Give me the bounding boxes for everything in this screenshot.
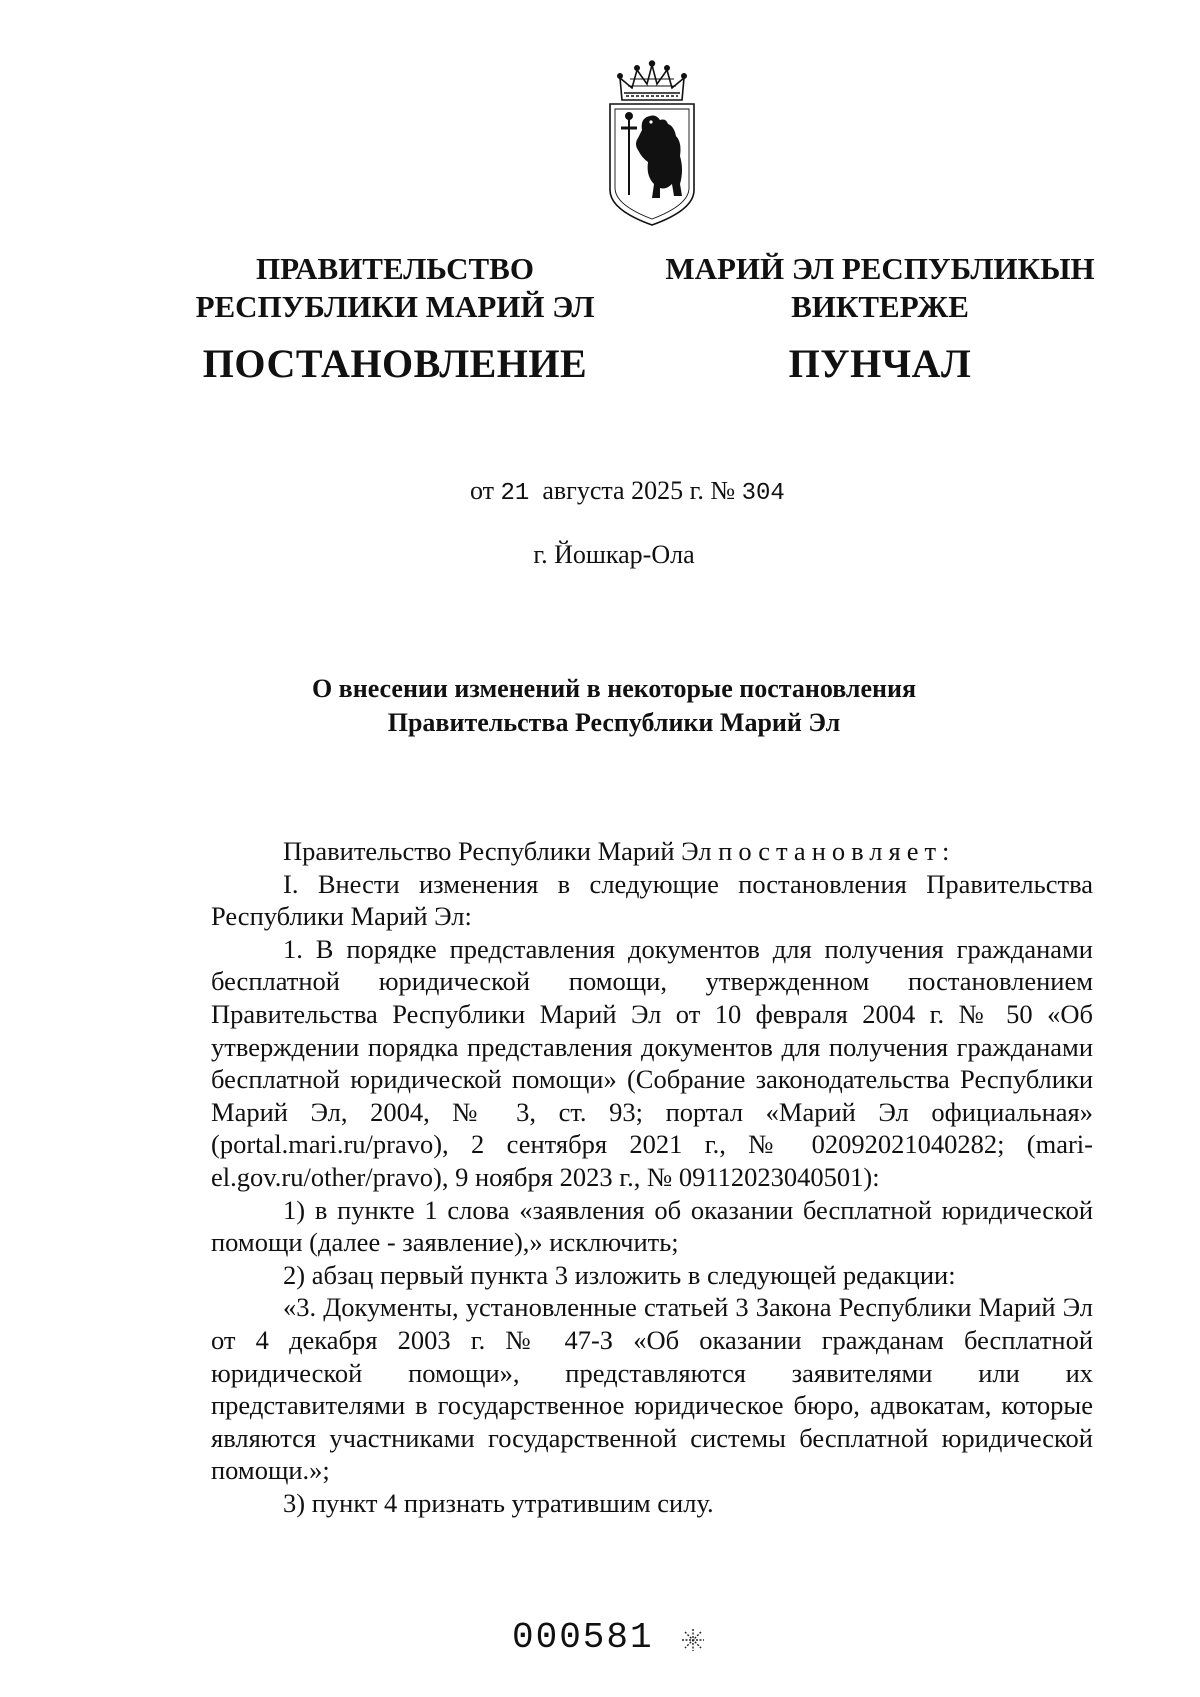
org-name-ru-line2: РЕСПУБЛИКИ МАРИЙ ЭЛ <box>195 289 595 324</box>
intro-paragraph <box>211 835 1093 868</box>
body-paragraph: 2) абзац первый пункта 3 изложить в следующей редакции: <box>283 1259 956 1290</box>
org-name-mari-line1: МАРИЙ ЭЛ РЕСПУБЛИКЫН <box>665 251 1095 286</box>
body-paragraph: I. Внести изменения в следующие постановления Правительства Республики Марий Эл: <box>211 868 1093 932</box>
body-paragraph: 3) пункт 4 признать утратившим силу. <box>283 1487 714 1518</box>
intro-spaced-verb: постановляет: <box>718 836 956 866</box>
date-prefix: от <box>470 476 495 505</box>
coat-of-arms-bear-sword-icon <box>602 60 702 228</box>
doc-type-mari: ПУНЧАЛ <box>788 341 972 386</box>
document-body <box>211 835 1093 1519</box>
doc-type-ru: ПОСТАНОВЛЕНИЕ <box>202 341 588 386</box>
city: г. Йошкар-Ола <box>533 540 695 569</box>
header-left <box>180 250 610 386</box>
date-month-year: августа 2025 г. № <box>542 476 736 505</box>
title-line2: Правительства Республики Марий Эл <box>387 708 841 737</box>
intro-text: Правительство Республики Марий Эл <box>283 836 719 866</box>
star-mark-icon <box>680 1627 706 1653</box>
date-number-line <box>470 476 785 507</box>
org-name-mari-line2: ВИКТЕРЖЕ <box>791 289 969 324</box>
body-paragraph: «3. Документы, установленные статьей 3 Закона Республики Марий Эл от 4 декабря 2003 г. № 47-З «Об оказании гражданам бесплатной юридической помощи», представляются заявителями или их представителями в государственное юридическое бюро, адвокатам, которые являются участниками государственной системы бесплатной юридической помощи.»; <box>211 1292 1093 1486</box>
header-right <box>640 250 1120 386</box>
org-name-ru-line1: ПРАВИТЕЛЬСТВО <box>256 251 534 286</box>
body-paragraph: 1. В порядке представления документов для получения гражданами бесплатной юридической помощи, утвержденном постановлением Правительства Республики Марий Эл от 10 февраля 2004 г. № 50 «Об утверждении порядка представления документов для получения гражданами бесплатной юридической помощи» (Собрание законодательства Республики Марий Эл, 2004, № 3, ст. 93; портал «Марий Эл официальная» (portal.mari.ru/pravo), 2 сентября 2021 г., № 02092021040282; (mari-el.gov.ru/other/pravo), 9 ноября 2023 г., № 09112023040501): <box>211 933 1093 1192</box>
document-title <box>0 672 1200 740</box>
body-paragraph: 1) в пункте 1 слова «заявления об оказании бесплатной юридической помощи (далее - заявление),» исключить; <box>211 1194 1093 1258</box>
date-day: 21 <box>500 480 530 507</box>
title-line1: О внесении изменений в некоторые постановления <box>311 674 917 703</box>
serial-number: 000581 <box>512 1617 654 1658</box>
document-number: 304 <box>741 480 785 507</box>
